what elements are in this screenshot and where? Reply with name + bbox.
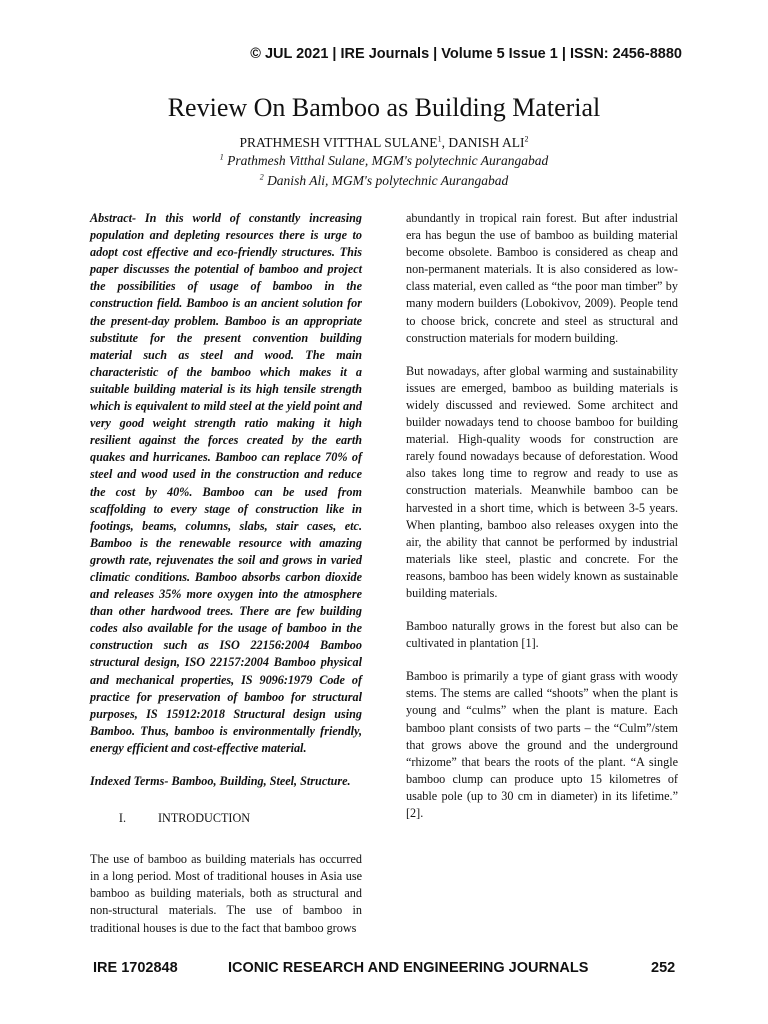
author-mark: 2 bbox=[524, 134, 529, 144]
affiliation-mark: 2 bbox=[259, 172, 264, 182]
affiliation-text: Danish Ali, MGM's polytechnic Aurangabad bbox=[267, 173, 509, 188]
footer-journal-name: ICONIC RESEARCH AND ENGINEERING JOURNALS bbox=[228, 960, 589, 976]
section-number: I. bbox=[118, 811, 126, 826]
affiliation-text: Prathmesh Vitthal Sulane, MGM's polytechnic Aurangabad bbox=[227, 153, 549, 168]
body-paragraph: Bamboo naturally grows in the forest but also can be cultivated in plantation [1]. bbox=[406, 619, 678, 651]
author-mark: 1 bbox=[437, 134, 442, 144]
right-column bbox=[406, 210, 678, 838]
author-separator: , bbox=[441, 135, 449, 150]
abstract: Abstract- In this world of constantly increasing population and depleting resources there is urge to adopt cost effective and eco-friendly structures. This paper discusses the potential of bamboo and project the possibilities of usage of bamboo in the construction field. Bamboo is an ancient solution for the present-day problem. Bamboo is an appropriate substitute for the present convention building material such as steel and wood. The main characteristic of the bamboo which makes it a suitable building material is its high tensile strength which is equivalent to mild steel at the yield point and very good weight strength ratio making it high resilient against the forces created by the earth quakes and hurricanes. Bamboo can replace 70% of steel and wood used in the construction and reduce the cost by 40%. Bamboo can be used from scaffolding to every stage of construction like in footings, beams, columns, slabs, stair cases, etc. Bamboo is the renewable resource with amazing growth rate, rejuvenates the soil and grows in varied climatic conditions. Bamboo absorbs carbon dioxide and releases 35% more oxygen into the atmosphere than other hardwood trees. There are few building codes also available for the usage of bamboo in the construction such as ISO 22156:2004 Bamboo structural design, ISO 22157:2004 Bamboo physical and mechanical properties, IS 9096:1979 Code of practice for preservation of bamboo for structural purposes, IS 15912:2018 Structural design using Bamboo. Thus, bamboo is environmentally friendly, energy efficient and cost-effective material. bbox=[90, 211, 362, 755]
affiliation bbox=[0, 151, 768, 171]
footer-paper-id: IRE 1702848 bbox=[93, 960, 178, 976]
affiliation-mark: 1 bbox=[219, 152, 224, 162]
section-title: INTRODUCTION bbox=[158, 811, 251, 826]
author-line bbox=[0, 134, 768, 151]
intro-paragraph: The use of bamboo as building materials has occurred in a long period. Most of traditional houses in Asia use bamboo as building materials, both as structural and non-structural materials. The use of bamboo in traditional houses is due to the fact that bamboo grows bbox=[90, 852, 362, 935]
title-block bbox=[0, 92, 768, 191]
left-column bbox=[90, 210, 362, 953]
author-name: PRATHMESH VITTHAL SULANE bbox=[239, 135, 438, 150]
indexed-terms: Indexed Terms- Bamboo, Building, Steel, Structure. bbox=[90, 774, 351, 788]
section-heading bbox=[90, 810, 362, 827]
author-name: DANISH ALI bbox=[448, 135, 525, 150]
affiliation bbox=[0, 171, 768, 191]
body-paragraph: abundantly in tropical rain forest. But after industrial era has begun the use of bamboo as building material become obsolete. Bamboo is considered as cheap and non-permanent materials. It is also considered as low-class material, even called as “the poor man timber” by many modern builders (Lobokivov, 2009). People tend to choose brick, concrete and steel as structural and construction materials for modern building. bbox=[406, 211, 678, 345]
journal-header: © JUL 2021 | IRE Journals | Volume 5 Issue 1 | ISSN: 2456-8880 bbox=[250, 46, 682, 62]
footer-page-number: 252 bbox=[651, 960, 676, 976]
body-paragraph: Bamboo is primarily a type of giant grass with woody stems. The stems are called “shoots” when the plant is young and “culms” when the plant is mature. Each bamboo plant consists of two parts – the “Culm”/stem that grows above the ground and the underground “rhizome” that bears the roots of the plant. “A single bamboo clump can produce upto 15 kilometres of usable pole (up to 30 cm in diameter) in its lifetime.” [2]. bbox=[406, 669, 678, 820]
paper-title: Review On Bamboo as Building Material bbox=[167, 93, 601, 122]
body-paragraph: But nowadays, after global warming and sustainability issues are emerged, bamboo as building materials is widely discussed and reviewed. Some architect and builder nowadays tend to choose bamboo for building material. High-quality woods for construction are rarely found nowadays because of deforestation. Wood also takes long time to regrow and ready to use as construction materials. Meanwhile bamboo can be harvested in a short time, which is between 3-5 years. When planting, bamboo also releases oxygen into the air, the ability that cannot be performed by industrial materials like steel, plastic and concrete. For the reasons, bamboo has been widely known as sustainable building materials. bbox=[406, 363, 678, 600]
